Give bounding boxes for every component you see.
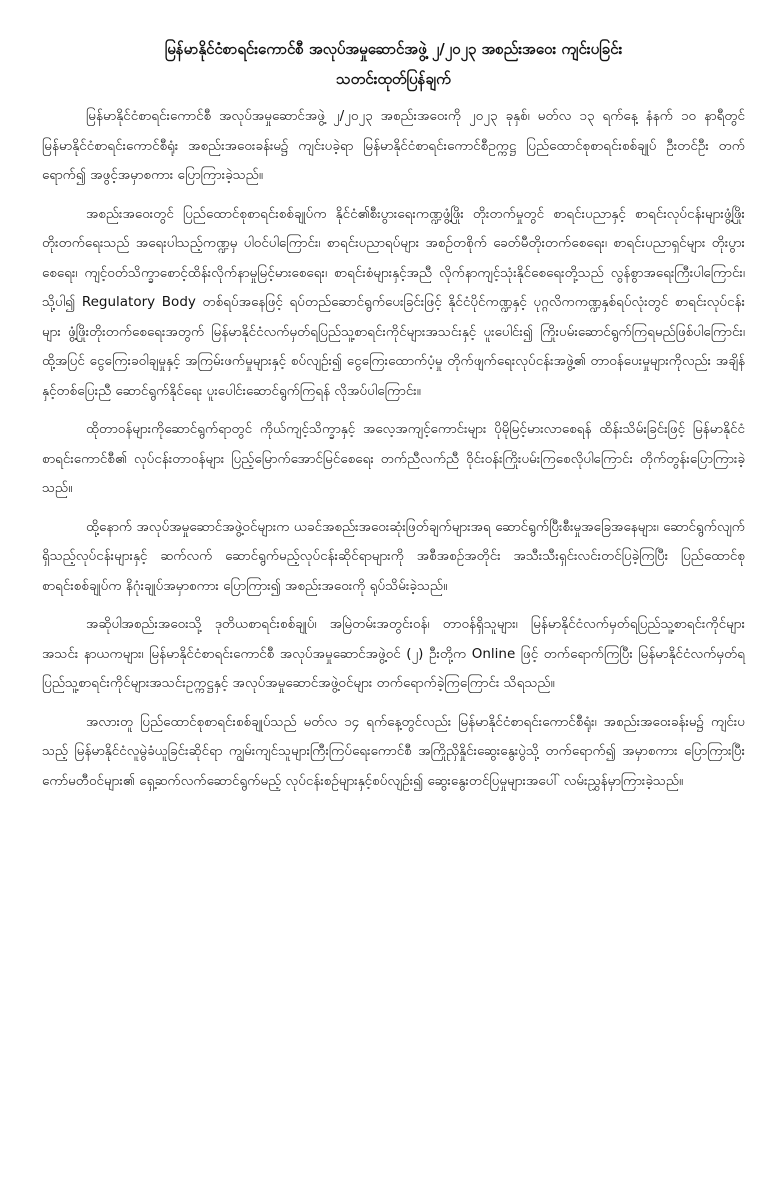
paragraph-1: မြန်မာနိုင်ငံစာရင်းကောင်စီ အလုပ်အမှုဆောင်အဖွဲ့ ၂/၂၀၂၃ အစည်းအဝေးကို ၂၀၂၃ ခုနှစ်၊ မတ်လ ၁၃ ရက်နေ့ နံနက် ၁၀ နာရီတွင် မြန်မာနိုင်ငံစာရင်းကောင်စီရုံး အစည်းအဝေးခန်းမ၌ ကျင်းပခဲ့ရာ မြန်မာနိုင်ငံစာရင်းကောင်စီဥက္ကဋ္ဌ ပြည်ထောင်စုစာရင်းစစ်ချုပ် ဦးတင်ဦး တက်ရောက်၍ အဖွင့်အမှာစကား ပြောကြားခဲ့သည်။ [42, 108, 745, 183]
title-line-2: သတင်းထုတ်ပြန်ချက် [336, 70, 451, 88]
paragraph-4: ထို့နောက် အလုပ်အမှုဆောင်အဖွဲ့ဝင်များက ယခင်အစည်းအဝေးဆုံးဖြတ်ချက်များအရ ဆောင်ရွက်ပြီးစီးမှုအခြေအနေများ၊ ဆောင်ရွက်လျက်ရှိသည့်လုပ်ငန်းများနှင့် ဆက်လက် ဆောင်ရွက်မည့်လုပ်ငန်းဆိုင်ရာများကို အစီအစဉ်အတိုင်း အသီးသီးရှင်းလင်းတင်ပြခဲ့ကြပြီး ပြည်ထောင်စုစာရင်းစစ်ချုပ်က နိဂုံးချုပ်အမှာစကား ပြောကြား၍ အစည်းအဝေးကို ရုပ်သိမ်းခဲ့သည်။ [42, 518, 745, 594]
paragraph-6: အလားတူ ပြည်ထောင်စုစာရင်းစစ်ချုပ်သည် မတ်လ ၁၄ ရက်နေ့တွင်လည်း မြန်မာနိုင်ငံစာရင်းကောင်စီရုံး၊ အစည်းအဝေးခန်းမ၌ ကျင်းပသည့် မြန်မာနိုင်ငံလူမွဲခံယူခြင်းဆိုင်ရာ ကျွမ်းကျင်သူများကြီးကြပ်ရေးကောင်စီ အကြိုညှိနှိုင်းဆွေးနွေးပွဲသို့ တက်ရောက်၍ အမှာစကား ပြောကြားပြီး ကော်မတီဝင်များ၏ ရှေ့ဆက်လက်ဆောင်ရွက်မည့် လုပ်ငန်းစဉ်များနှင့်စပ်လျဉ်း၍ ဆွေးနွေးတင်ပြမှုများအပေါ် လမ်းညွှန်မှာကြားခဲ့သည်။ [42, 713, 745, 789]
document-title [42, 34, 745, 94]
paragraph-3: ထိုတာဝန်များကိုဆောင်ရွက်ရာတွင် ကိုယ်ကျင့်သိက္ခာနှင့် အလေ့အကျင့်ကောင်းများ ပိုမိုမြင့်မားလာစေရန် ထိန်းသိမ်းခြင်းဖြင့် မြန်မာနိုင်ငံစာရင်းကောင်စီ၏ လုပ်ငန်းတာဝန်များ ပြည့်မြောက်အောင်မြင်စေရေး တက်ညီလက်ညီ ဝိုင်းဝန်းကြိုးပမ်းကြစေလိုပါကြောင်း တိုက်တွန်းပြောကြားခဲ့သည်။ [42, 421, 745, 496]
paragraph-2: အစည်းအဝေးတွင် ပြည်ထောင်စုစာရင်းစစ်ချုပ်က နိုင်ငံ၏စီးပွားရေးကဏ္ဍဖွံ့ဖြိုး တိုးတက်မှုတွင် စာရင်းပညာနှင့် စာရင်းလုပ်ငန်းများဖွံ့ဖြိုးတိုးတက်ရေးသည် အရေးပါသည့်ကဏ္ဍမှ ပါဝင်ပါကြောင်း၊ စာရင်းပညာရပ်များ အစဉ်တစိုက် ခေတ်မီတိုးတက်စေရေး၊ စာရင်းပညာရှင်များ တိုးပွားစေရေး၊ ကျင့်ဝတ်သိက္ခာစောင့်ထိန်းလိုက်နာမှုမြင့်မားစေရေး၊ စာရင်းစံများနှင့်အညီ လိုက်နာကျင့်သုံးနိုင်စေရေးတို့သည် လွန်စွာအရေးကြီးပါကြောင်း၊ သို့ပါ၍ Regulatory Body တစ်ရပ်အနေဖြင့် ရပ်တည်ဆောင်ရွက်ပေးခြင်းဖြင့် နိုင်ငံပိုင်ကဏ္ဍနှင့် ပုဂ္ဂလိကကဏ္ဍနှစ်ရပ်လုံးတွင် စာရင်းလုပ်ငန်းများ ဖွံ့ဖြိုးတိုးတက်စေရေးအတွက် မြန်မာနိုင်ငံလက်မှတ်ရပြည်သူ့စာရင်းကိုင်များအသင်းနှင့် ပူးပေါင်း၍ ကြိုးပမ်းဆောင်ရွက်ကြရမည်ဖြစ်ပါကြောင်း၊ ထို့အပြင် ငွေကြေးခဝါချမှုနှင့် အကြမ်းဖက်မှုများနှင့် စပ်လျဉ်း၍ ငွေကြေးထောက်ပံ့မှု တိုက်ဖျက်ရေးလုပ်ငန်းအဖွဲ့၏ တာဝန်ပေးမှုများကိုလည်း အချိန်နှင့်တစ်ပြေးညီ ဆောင်ရွက်နိုင်ရေး ပူးပေါင်းဆောင်ရွက်ကြရန် လိုအပ်ပါကြောင်း။ [42, 205, 745, 399]
title-line-1: မြန်မာနိုင်ငံစာရင်းကောင်စီ အလုပ်အမှုဆောင်အဖွဲ့ ၂/၂၀၂၃ အစည်းအဝေး ကျင်းပခြင်း [164, 40, 623, 58]
paragraph-5: အဆိုပါအစည်းအဝေးသို့ ဒုတိယစာရင်းစစ်ချုပ်၊ အမြဲတမ်းအတွင်းဝန်၊ တာဝန်ရှိသူများ၊ မြန်မာနိုင်ငံလက်မှတ်ရပြည်သူ့စာရင်းကိုင်များအသင်း နာယကများ၊ မြန်မာနိုင်ငံစာရင်းကောင်စီ အလုပ်အမှုဆောင်အဖွဲ့ဝင် (၂) ဦးတို့က Online ဖြင့် တက်ရောက်ကြပြီး မြန်မာနိုင်ငံလက်မှတ်ရပြည်သူ့စာရင်းကိုင်များအသင်းဥက္ကဋ္ဌနှင့် အလုပ်အမှုဆောင်အဖွဲ့ဝင်များ တက်ရောက်ခဲ့ကြကြောင်း သိရသည်။ [42, 616, 745, 691]
